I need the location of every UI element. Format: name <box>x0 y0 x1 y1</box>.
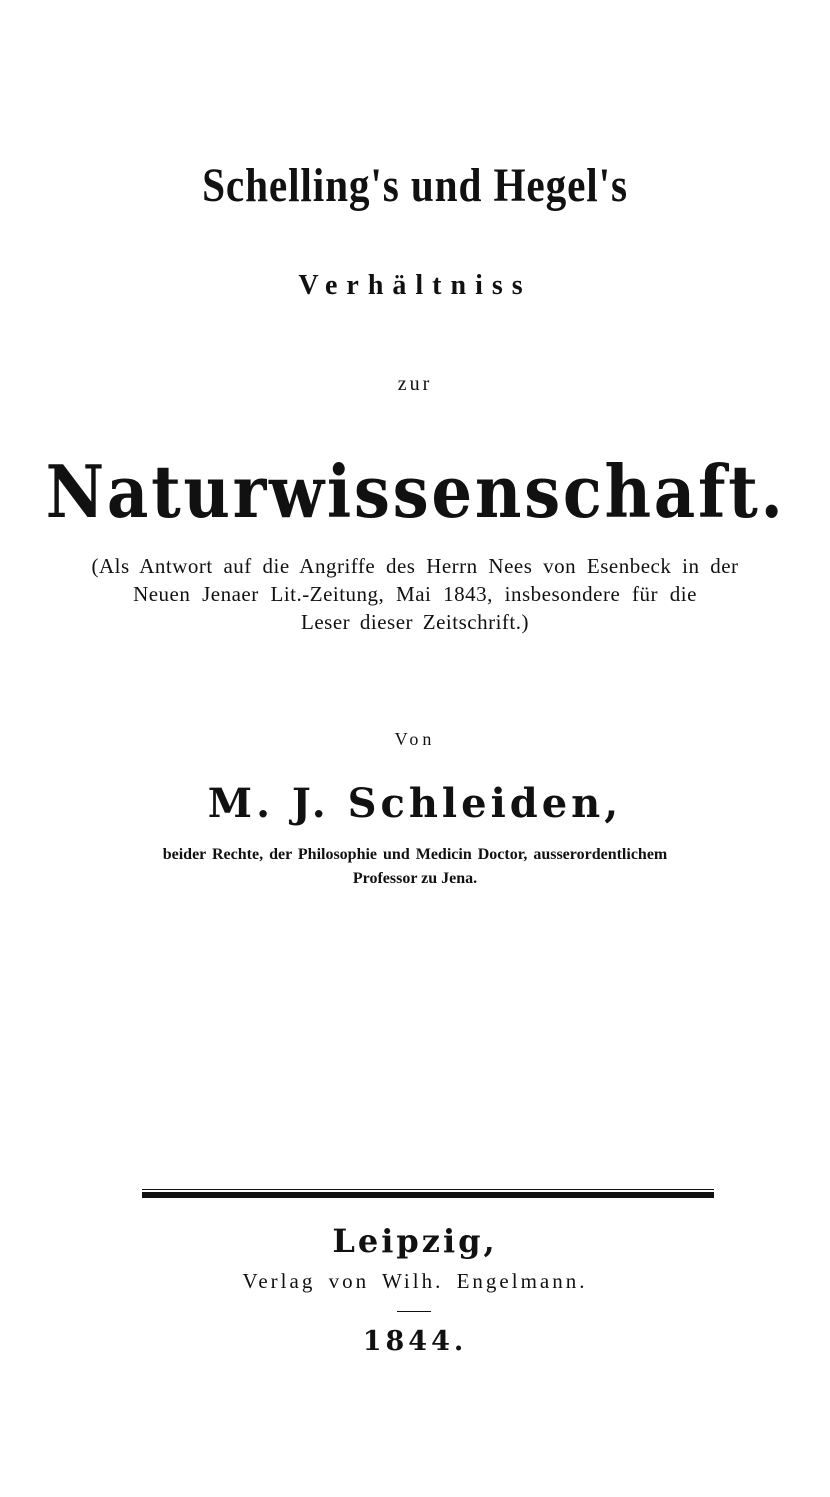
imprint-year: 1844. <box>362 1326 468 1357</box>
imprint-divider <box>142 1192 714 1198</box>
by-label: Von <box>394 729 436 749</box>
title-line-1: Schelling's und Hegel's <box>202 159 628 212</box>
subtitle-line-3: Leser dieser Zeitschrift.) <box>301 610 529 634</box>
imprint-city: Leipzig, <box>332 1222 498 1260</box>
subtitle-line-2: Neuen Jenaer Lit.-Zeitung, Mai 1843, insbesondere für die <box>133 582 697 606</box>
title-line-3: zur <box>397 373 433 395</box>
subtitle-line-1: (Als Antwort auf die Angriffe des Herrn Nees von Esenbeck in der <box>91 554 739 578</box>
main-title: Naturwissenschaft. <box>45 449 786 534</box>
year-divider <box>397 1311 431 1312</box>
author-name: M. J. Schleiden, <box>207 780 623 827</box>
affiliation-line-2: Professor zu Jena. <box>352 870 478 887</box>
affiliation-line-1: beider Rechte, der Philosophie und Medicin Doctor, ausserordentlichem <box>162 846 668 863</box>
imprint-publisher: Verlag von Wilh. Engelmann. <box>242 1269 588 1293</box>
title-line-2: Verhältniss <box>298 270 532 301</box>
